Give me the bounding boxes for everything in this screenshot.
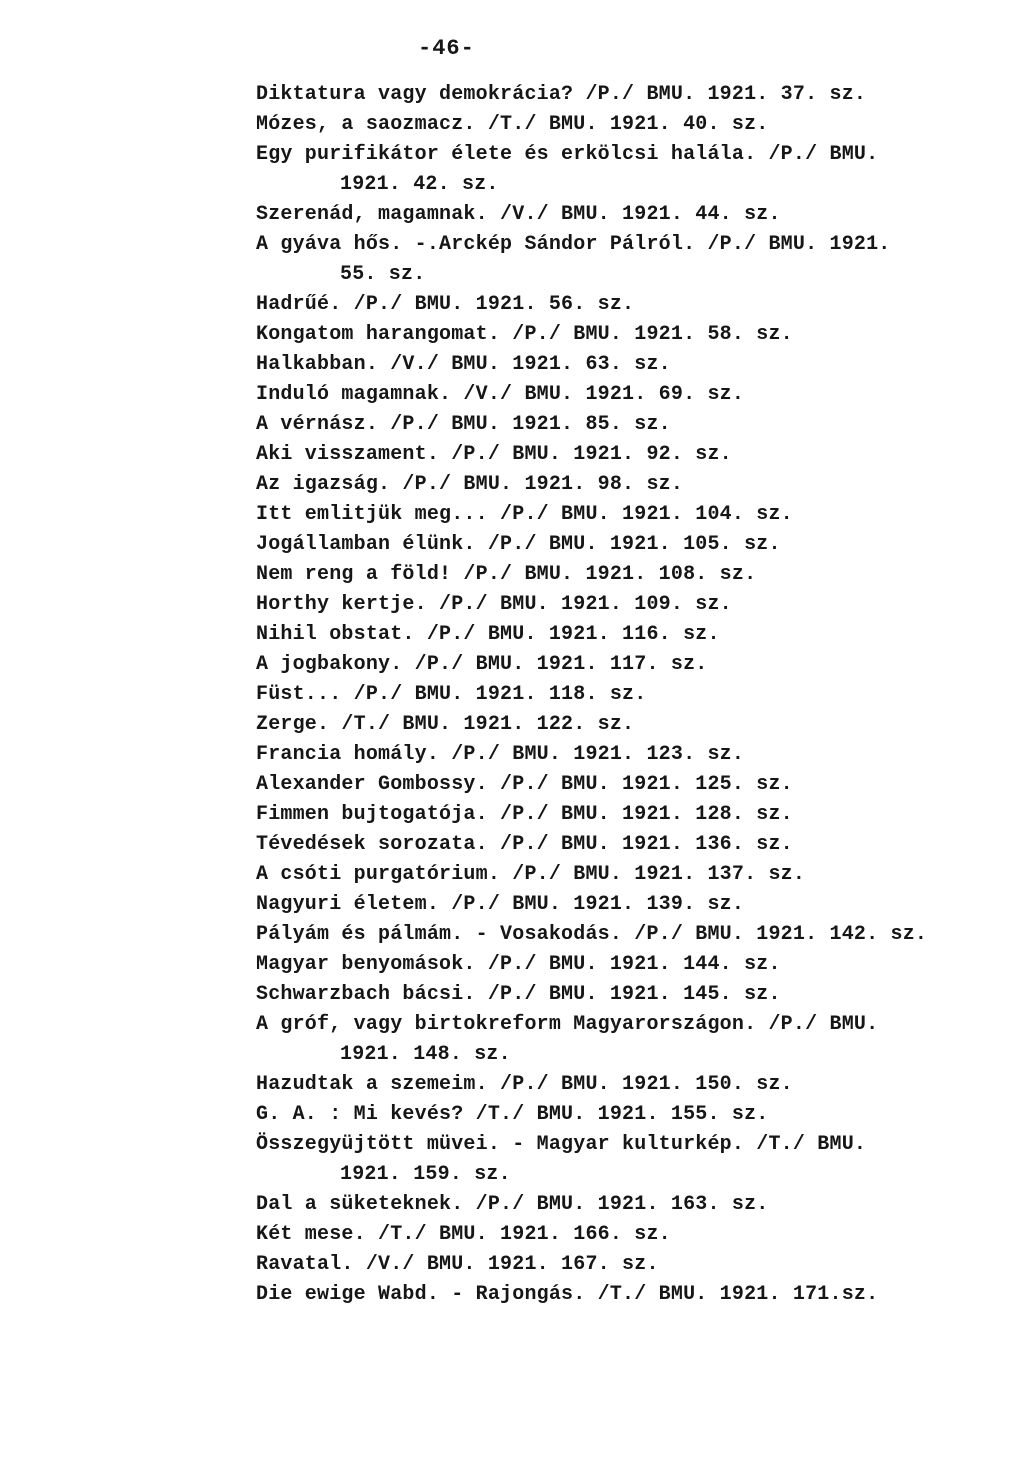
entry-text: Hazudtak a szemeim. /P./ BMU. 1921. 150. sz. [256, 1073, 793, 1096]
entry-text: Aki visszament. /P./ BMU. 1921. 92. sz. [256, 443, 732, 466]
entry-text: A gyáva hős. -.Arckép Sándor Pálról. /P./ BMU. 1921. [256, 233, 891, 256]
entry-text: A jogbakony. /P./ BMU. 1921. 117. sz. [256, 653, 708, 676]
entry-continuation: 1921. 159. sz. [340, 1163, 511, 1186]
entry-text: Die ewige Wabd. - Rajongás. /T./ BMU. 1921. 171.sz. [256, 1283, 879, 1306]
bibliography-entry [256, 950, 996, 980]
entry-text: Az igazság. /P./ BMU. 1921. 98. sz. [256, 473, 684, 496]
entry-text: Induló magamnak. /V./ BMU. 1921. 69. sz. [256, 383, 745, 406]
bibliography-entry [256, 1130, 996, 1190]
bibliography-entry [256, 710, 996, 740]
entry-text: Itt emlitjük meg... /P./ BMU. 1921. 104. sz. [256, 503, 793, 526]
bibliography-entry [256, 1280, 996, 1310]
bibliography-list [256, 80, 996, 1310]
bibliography-entry [256, 500, 996, 530]
bibliography-entry [256, 410, 996, 440]
bibliography-entry [256, 110, 996, 140]
bibliography-entry [256, 320, 996, 350]
bibliography-entry [256, 140, 996, 200]
entry-text: Ravatal. /V./ BMU. 1921. 167. sz. [256, 1253, 659, 1276]
bibliography-entry [256, 350, 996, 380]
entry-continuation: 55. sz. [340, 263, 426, 286]
bibliography-entry [256, 650, 996, 680]
bibliography-entry [256, 680, 996, 710]
bibliography-entry [256, 800, 996, 830]
bibliography-entry [256, 530, 996, 560]
bibliography-entry [256, 620, 996, 650]
entry-text: Alexander Gombossy. /P./ BMU. 1921. 125. sz. [256, 773, 793, 796]
bibliography-entry [256, 440, 996, 470]
entry-text: Szerenád, magamnak. /V./ BMU. 1921. 44. sz. [256, 203, 781, 226]
bibliography-entry [256, 740, 996, 770]
entry-text: Összegyüjtött müvei. - Magyar kulturkép. /T./ BMU. [256, 1133, 867, 1156]
entry-text: Halkabban. /V./ BMU. 1921. 63. sz. [256, 353, 671, 376]
bibliography-entry [256, 230, 996, 290]
bibliography-entry [256, 1190, 996, 1220]
entry-text: Nihil obstat. /P./ BMU. 1921. 116. sz. [256, 623, 720, 646]
bibliography-entry [256, 1070, 996, 1100]
entry-text: Francia homály. /P./ BMU. 1921. 123. sz. [256, 743, 745, 766]
bibliography-entry [256, 590, 996, 620]
bibliography-entry [256, 890, 996, 920]
entry-text: Pályám és pálmám. - Vosakodás. /P./ BMU. 1921. 142. sz. [256, 923, 928, 946]
entry-text: Egy purifikátor élete és erkölcsi halála. /P./ BMU. [256, 143, 879, 166]
entry-text: A csóti purgatórium. /P./ BMU. 1921. 137. sz. [256, 863, 806, 886]
entry-text: Hadrűé. /P./ BMU. 1921. 56. sz. [256, 293, 635, 316]
entry-text: Schwarzbach bácsi. /P./ BMU. 1921. 145. sz. [256, 983, 781, 1006]
entry-text: Kongatom harangomat. /P./ BMU. 1921. 58. sz. [256, 323, 793, 346]
entry-text: Két mese. /T./ BMU. 1921. 166. sz. [256, 1223, 671, 1246]
entry-text: Mózes, a saozmacz. /T./ BMU. 1921. 40. sz. [256, 113, 769, 136]
entry-text: A gróf, vagy birtokreform Magyarországon. /P./ BMU. [256, 1013, 879, 1036]
page-number: -46- [418, 36, 475, 61]
bibliography-entry [256, 980, 996, 1010]
bibliography-entry [256, 470, 996, 500]
entry-text: Zerge. /T./ BMU. 1921. 122. sz. [256, 713, 635, 736]
bibliography-entry [256, 290, 996, 320]
entry-text: Diktatura vagy demokrácia? /P./ BMU. 1921. 37. sz. [256, 83, 867, 106]
bibliography-entry [256, 1010, 996, 1070]
bibliography-entry [256, 830, 996, 860]
bibliography-entry [256, 380, 996, 410]
bibliography-entry [256, 770, 996, 800]
entry-text: Magyar benyomások. /P./ BMU. 1921. 144. sz. [256, 953, 781, 976]
entry-text: Fimmen bujtogatója. /P./ BMU. 1921. 128. sz. [256, 803, 793, 826]
entry-text: Nagyuri életem. /P./ BMU. 1921. 139. sz. [256, 893, 745, 916]
entry-text: Jogállamban élünk. /P./ BMU. 1921. 105. sz. [256, 533, 781, 556]
bibliography-entry [256, 1250, 996, 1280]
entry-text: Nem reng a föld! /P./ BMU. 1921. 108. sz. [256, 563, 757, 586]
bibliography-entry [256, 80, 996, 110]
entry-text: Dal a süketeknek. /P./ BMU. 1921. 163. sz. [256, 1193, 769, 1216]
bibliography-entry [256, 1220, 996, 1250]
bibliography-entry [256, 1100, 996, 1130]
entry-text: Horthy kertje. /P./ BMU. 1921. 109. sz. [256, 593, 732, 616]
entry-continuation: 1921. 148. sz. [340, 1043, 511, 1066]
entry-text: A vérnász. /P./ BMU. 1921. 85. sz. [256, 413, 671, 436]
entry-text: G. A. : Mi kevés? /T./ BMU. 1921. 155. sz. [256, 1103, 769, 1126]
entry-text: Füst... /P./ BMU. 1921. 118. sz. [256, 683, 647, 706]
bibliography-entry [256, 200, 996, 230]
bibliography-entry [256, 560, 996, 590]
entry-continuation: 1921. 42. sz. [340, 173, 499, 196]
entry-text: Tévedések sorozata. /P./ BMU. 1921. 136. sz. [256, 833, 793, 856]
bibliography-entry [256, 920, 996, 950]
bibliography-entry [256, 860, 996, 890]
